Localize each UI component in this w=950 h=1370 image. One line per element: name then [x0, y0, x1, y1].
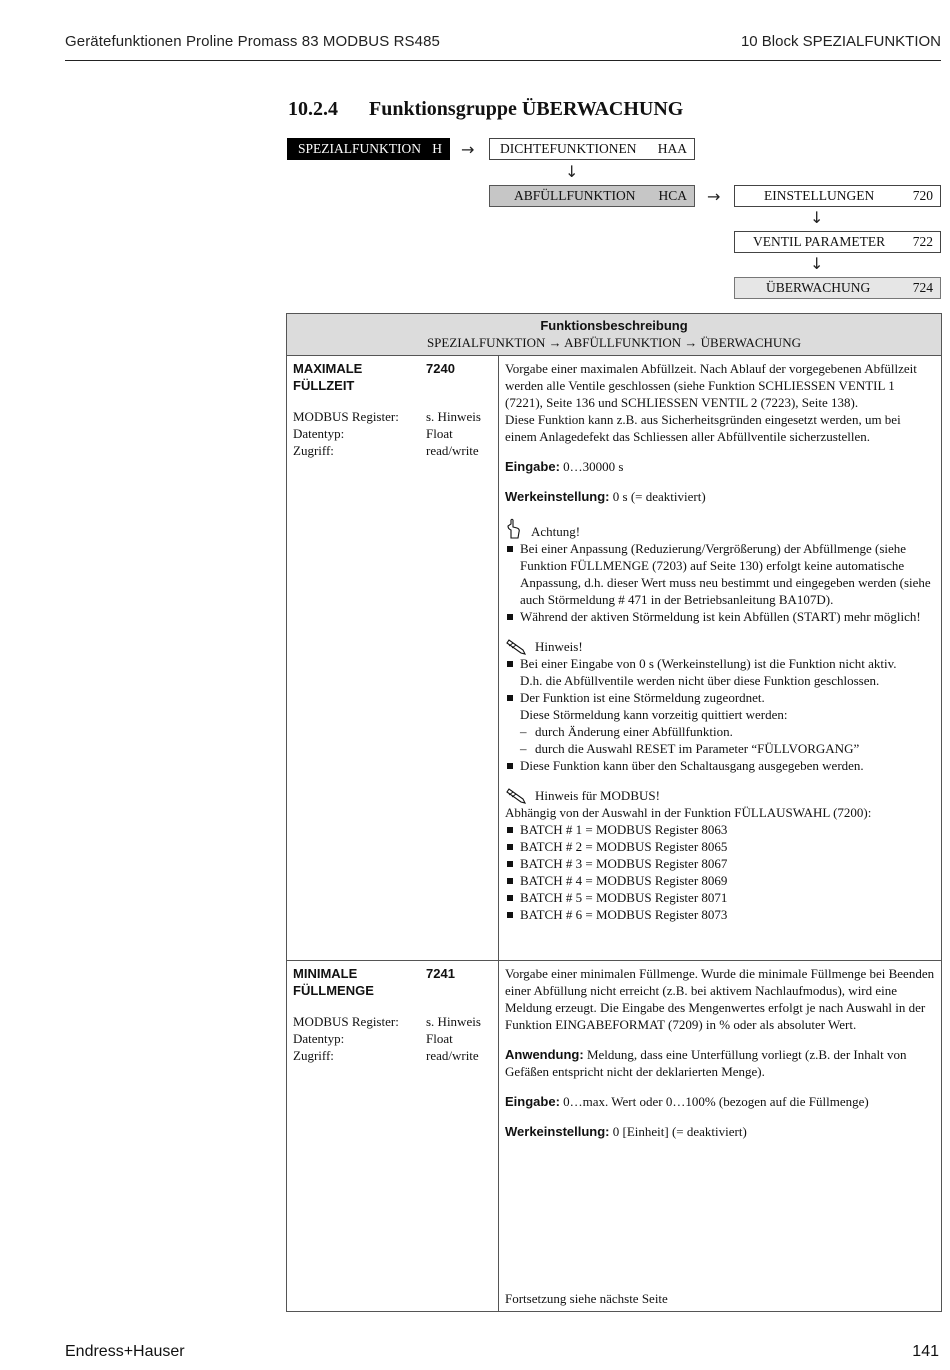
warning-list: [505, 540, 935, 625]
access-value: read/write: [426, 443, 479, 458]
continued-note: Fortsetzung siehe nächste Seite: [505, 1291, 668, 1306]
nav-sub-einstellungen: [734, 185, 941, 207]
application-value: Meldung, dass eine Unterfüllung vorliegt (z.B. der Inhalt von Gefäßen entspricht nicht der deklarierten Menge).: [505, 1047, 907, 1079]
section-title: [288, 98, 683, 121]
table-row: [287, 961, 942, 1312]
arrow-right-icon: →: [707, 187, 721, 206]
list-item: [505, 689, 935, 723]
modbus-register-row: [293, 1013, 492, 1030]
function-name-line2-text: FÜLLZEIT: [293, 378, 355, 393]
list-item: BATCH # 2 = MODBUS Register 8065: [505, 838, 935, 855]
pencil-note-icon: [505, 788, 527, 804]
note-title: Hinweis!: [535, 639, 583, 654]
input-range: [505, 458, 935, 475]
arrow-down-icon: ↓: [810, 254, 824, 273]
modbus-register-row: [293, 408, 492, 425]
arrow-right-icon: →: [461, 140, 475, 159]
list-item: Bei einer Anpassung (Reduzierung/Vergrößerung) der Abfüllmenge (siehe Funktion FÜLLMENGE (7203) auf Seite 130) erfolgt keine automatische Anpassung, d.h. dieser Wert muss neu bestimmt und eingegeben werden (siehe auch Störmeldung # 471 in der Betriebsanleitung BA107D).: [505, 540, 935, 608]
nav-group2-label: ABFÜLLFUNKTION: [514, 188, 636, 203]
modbus-note-heading: [505, 787, 935, 804]
datatype-value: Float: [426, 1031, 453, 1046]
nav-sub1-code: 720: [912, 188, 933, 203]
note-list: [505, 655, 935, 723]
factory-setting-value: 0 s (= deaktiviert): [612, 489, 706, 504]
list-item: BATCH # 3 = MODBUS Register 8067: [505, 855, 935, 872]
modbus-label: MODBUS Register:: [293, 1014, 399, 1029]
note-1a: Bei einer Eingabe von 0 s (Werkeinstellung) ist die Funktion nicht aktiv.: [520, 656, 897, 671]
table-header-path: SPEZIALFUNKTION → ABFÜLLFUNKTION → ÜBERWACHUNG: [426, 335, 802, 350]
function-7241-description: [499, 961, 942, 1312]
table-header: [287, 314, 942, 356]
input-value: 0…max. Wert oder 0…100% (bezogen auf die Füllmenge): [563, 1094, 869, 1109]
description-text-2: Diese Funktion kann z.B. aus Sicherheitsgründen eingesetzt werden, um bei einem Anlagedefekt das Schliessen aller Abfüllventile sicherzustellen.: [505, 412, 901, 444]
function-name-line2: [293, 377, 492, 394]
datatype-label: Datentyp:: [293, 426, 345, 441]
function-code: 7241: [426, 966, 455, 981]
function-7240-description: [499, 356, 942, 961]
nav-group-dichtefunktionen: [489, 138, 695, 160]
table-header-title: Funktionsbeschreibung: [540, 318, 688, 333]
factory-setting-value: 0 [Einheit] (= deaktiviert): [612, 1124, 747, 1139]
arrow-down-icon: ↓: [810, 208, 824, 227]
header-left-title: Gerätefunktionen Proline Promass 83 MODBUS RS485: [65, 33, 440, 50]
function-7241-left: [287, 961, 499, 1312]
nav-block-code: H: [432, 141, 442, 156]
batch-list: [505, 821, 935, 923]
access-row: [293, 442, 492, 459]
access-label: Zugriff:: [293, 443, 334, 458]
nav-sub2-label: VENTIL PARAMETER: [753, 234, 886, 249]
list-item: Diese Funktion kann über den Schaltausgang ausgegeben werden.: [505, 757, 935, 774]
input-value: 0…30000 s: [563, 459, 624, 474]
function-7240-left: [287, 356, 499, 961]
dash-item: – durch Änderung einer Abfüllfunktion.: [505, 723, 935, 740]
arrow-down-icon: ↓: [565, 162, 579, 181]
list-item: Während der aktiven Störmeldung ist kein Abfüllen (START) mehr möglich!: [505, 608, 935, 625]
note-2b: Diese Störmeldung kann vorzeitig quittiert werden:: [520, 707, 788, 722]
table-row: [287, 356, 942, 961]
note-list-2: [505, 757, 935, 774]
nav-group1-code: HAA: [657, 141, 687, 156]
page-number: 141: [912, 1343, 939, 1360]
modbus-note-title: Hinweis für MODBUS!: [535, 788, 660, 803]
nav-sub-ventil-parameter: [734, 231, 941, 253]
datatype-label: Datentyp:: [293, 1031, 345, 1046]
dash-item: – durch die Auswahl RESET im Parameter “FÜLLVORGANG”: [505, 740, 935, 757]
list-item: [505, 655, 935, 689]
description-text: Vorgabe einer maximalen Abfüllzeit. Nach Ablauf der vorgegebenen Abfüllzeit werden alle Ventile geschlossen (siehe Funktion SCHLIESSEN VENTIL 1 (7221), Seite 136 und SCHLIESSEN VENTIL 2 (7223), Seite 138).: [505, 361, 917, 410]
nav-group2-code: HCA: [658, 188, 687, 203]
list-item: BATCH # 1 = MODBUS Register 8063: [505, 821, 935, 838]
nav-block-label: SPEZIALFUNKTION: [298, 141, 421, 156]
nav-sub2-code: 722: [912, 234, 933, 249]
factory-setting: [505, 488, 935, 505]
function-name-line1: MINIMALE: [293, 966, 358, 981]
factory-setting-label: Werkeinstellung:: [505, 1124, 610, 1139]
footer-brand: Endress+Hauser: [65, 1343, 185, 1360]
input-label: Eingabe:: [505, 1094, 560, 1109]
hand-pointer-icon: [505, 518, 523, 540]
section-title-text: Funktionsgruppe ÜBERWACHUNG: [369, 98, 684, 120]
input-label: Eingabe:: [505, 459, 560, 474]
application-label: Anwendung:: [505, 1047, 584, 1062]
access-label: Zugriff:: [293, 1048, 334, 1063]
application: [505, 1046, 935, 1080]
nav-sub3-label: ÜBERWACHUNG: [766, 280, 871, 295]
access-row: [293, 1047, 492, 1064]
pencil-note-icon: [505, 639, 527, 655]
nav-block-spezialfunktion: [287, 138, 450, 160]
factory-setting: [505, 1123, 935, 1140]
function-table: [286, 313, 942, 1312]
list-item: BATCH # 6 = MODBUS Register 8073: [505, 906, 935, 923]
input-range: [505, 1093, 935, 1110]
modbus-value: s. Hinweis: [426, 409, 481, 424]
datatype-row: [293, 425, 492, 442]
note-heading: [505, 638, 935, 655]
warning-heading: [505, 518, 935, 540]
function-name: [293, 360, 492, 377]
warning-title: Achtung!: [531, 524, 581, 539]
section-number: 10.2.4: [288, 98, 338, 120]
function-name: [293, 965, 492, 982]
note-1b: D.h. die Abfüllventile werden nicht über diese Funktion geschlossen.: [520, 673, 880, 688]
list-item: BATCH # 4 = MODBUS Register 8069: [505, 872, 935, 889]
description-text: Vorgabe einer minimalen Füllmenge. Wurde die minimale Füllmenge bei Beenden einer Abfüllung nicht erreicht (z.B. bei aktivem Nachlaufmodus), wird eine Meldung erzeugt. Die Eingabe des Mengenwertes erfolgt je nach Auswahl in der Funktion EINGABEFORMAT (7209) in % oder als absoluter Wert.: [505, 966, 935, 1032]
function-name-line2: [293, 982, 492, 999]
function-code: 7240: [426, 361, 455, 376]
function-name-line2-text: FÜLLMENGE: [293, 983, 374, 998]
nav-group1-label: DICHTEFUNKTIONEN: [500, 141, 637, 156]
nav-sub3-code: 724: [912, 280, 933, 295]
nav-sub-ueberwachung: [734, 277, 941, 299]
note-2a: Der Funktion ist eine Störmeldung zugeordnet.: [520, 690, 765, 705]
function-name-line1: MAXIMALE: [293, 361, 363, 376]
datatype-row: [293, 1030, 492, 1047]
nav-sub1-label: EINSTELLUNGEN: [764, 188, 875, 203]
factory-setting-label: Werkeinstellung:: [505, 489, 610, 504]
nav-group-abfuellfunktion: [489, 185, 695, 207]
list-item: BATCH # 5 = MODBUS Register 8071: [505, 889, 935, 906]
access-value: read/write: [426, 1048, 479, 1063]
modbus-label: MODBUS Register:: [293, 409, 399, 424]
header-divider: [65, 60, 941, 61]
modbus-intro: Abhängig von der Auswahl in der Funktion FÜLLAUSWAHL (7200):: [505, 805, 872, 820]
modbus-value: s. Hinweis: [426, 1014, 481, 1029]
header-right-title: 10 Block SPEZIALFUNKTION: [740, 33, 941, 50]
datatype-value: Float: [426, 426, 453, 441]
